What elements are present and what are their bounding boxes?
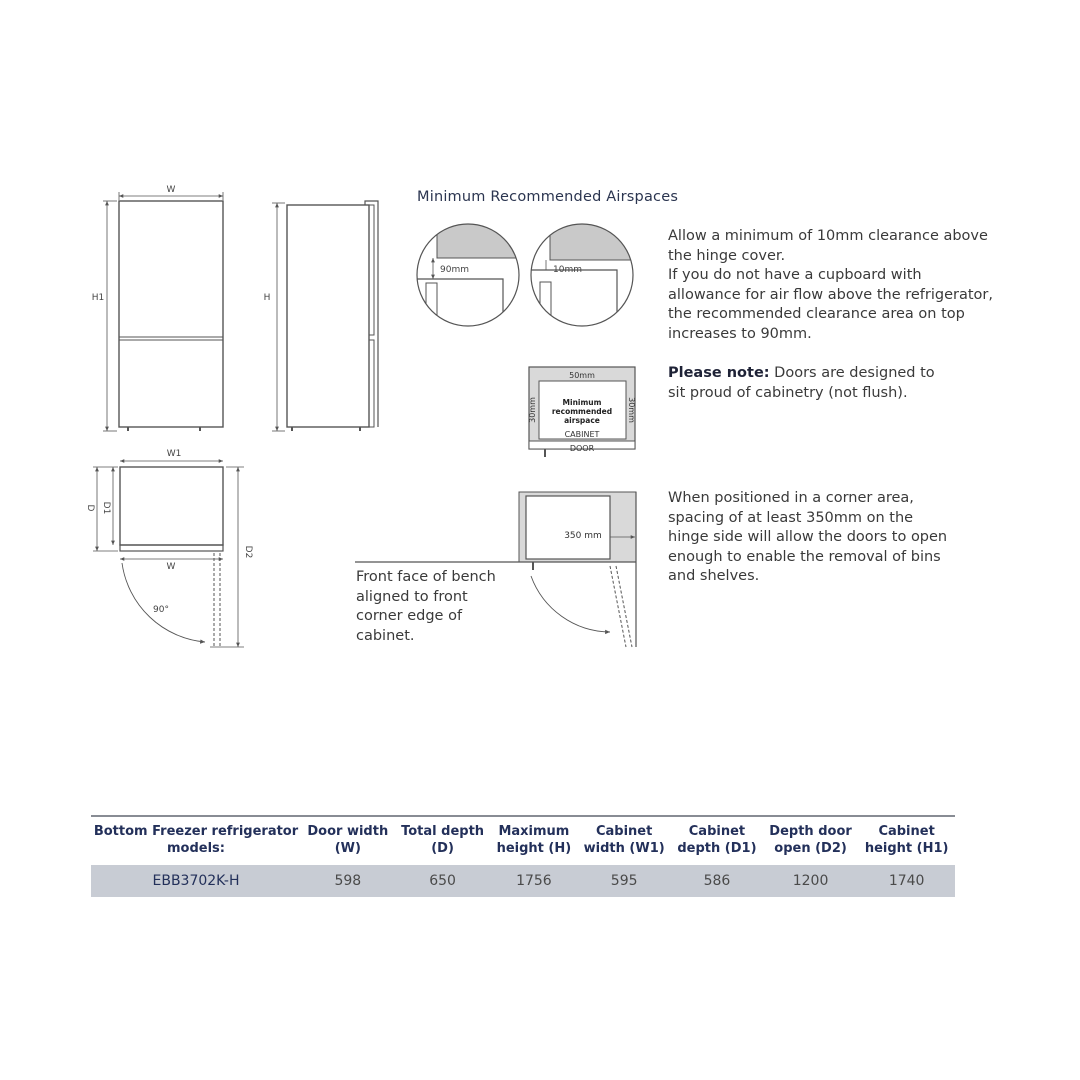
corner-line: enough to enable the removal of bins: [668, 548, 941, 565]
note-paragraph: [668, 364, 935, 403]
header-cabinet-height: Cabinet height (H1): [858, 816, 955, 865]
clearance-paragraph: [668, 227, 993, 344]
header-total-depth: Total depth (D): [395, 816, 491, 865]
clearance-line: allowance for air flow above the refrigerator,: [668, 286, 993, 303]
corner-paragraph: [668, 489, 947, 587]
corner-line: and shelves.: [668, 568, 760, 584]
note-line: sit proud of cabinetry (not flush).: [668, 384, 908, 401]
table-row: [91, 865, 955, 897]
label-d2: D2: [243, 545, 253, 559]
front-view-fridge: [103, 192, 223, 431]
bench-note-line: aligned to front: [356, 588, 468, 605]
header-depth-door-open: Depth door open (D2): [763, 816, 858, 865]
dimensions-table: [91, 815, 955, 897]
cabinet-right-30mm: 30mm: [627, 397, 636, 423]
cabinet-top-50mm: 50mm: [569, 371, 595, 380]
clearance-line: increases to 90mm.: [668, 325, 812, 342]
bench-note-line: corner edge of: [356, 608, 463, 624]
bench-note-line: Front face of bench: [356, 569, 496, 585]
label-d1: D1: [101, 501, 111, 515]
bench-note: [356, 568, 496, 646]
corner-line: When positioned in a corner area,: [668, 490, 914, 506]
corner-line: hinge side will allow the doors to open: [668, 529, 948, 545]
label-h1: H1: [91, 293, 105, 303]
table-header-row: [91, 816, 955, 865]
clearance-line: If you do not have a cupboard with: [668, 267, 922, 283]
clearance-line: Allow a minimum of 10mm clearance above: [668, 228, 988, 244]
cell-depth-door-open: 1200: [763, 865, 858, 897]
bench-note-line: cabinet.: [356, 627, 415, 644]
min-airspace-line-2: recommended: [551, 407, 613, 416]
cabinet-left-30mm: 30mm: [528, 397, 537, 423]
airspace-detail-10mm: [530, 220, 640, 330]
header-door-width: Door width (W): [301, 816, 395, 865]
header-cabinet-width: Cabinet width (W1): [577, 816, 671, 865]
corner-350mm-label: 350 mm: [564, 531, 602, 541]
header-max-height: Maximum height (H): [491, 816, 578, 865]
label-w-top: W: [166, 562, 176, 572]
label-h: H: [263, 293, 271, 303]
header-models: Bottom Freezer refrigerator models:: [91, 816, 301, 865]
airspace-10mm-label: 10mm: [553, 265, 582, 275]
label-w-front: W: [166, 185, 176, 195]
label-90-degrees: 90°: [153, 605, 169, 615]
cell-cabinet-width: 595: [577, 865, 671, 897]
cell-door-width: 598: [301, 865, 395, 897]
min-airspace-line-1: Minimum: [562, 398, 602, 407]
cell-cabinet-depth: 586: [671, 865, 763, 897]
corner-line: spacing of at least 350mm on the: [668, 509, 914, 526]
door-label: DOOR: [569, 444, 595, 453]
clearance-line: the hinge cover.: [668, 247, 786, 264]
note-label: Please note:: [668, 365, 770, 381]
header-cabinet-depth: Cabinet depth (D1): [671, 816, 763, 865]
label-d: D: [85, 504, 95, 512]
cell-cabinet-height: 1740: [858, 865, 955, 897]
cell-model: EBB3702K-H: [91, 865, 301, 897]
cabinet-label: CABINET: [564, 430, 600, 439]
label-w1: W1: [166, 449, 182, 459]
cell-max-height: 1756: [491, 865, 578, 897]
airspace-90mm-label: 90mm: [440, 265, 469, 275]
side-view-fridge: [272, 201, 378, 431]
airspaces-heading: Minimum Recommended Airspaces: [417, 189, 679, 205]
note-text: Doors are designed to: [769, 365, 935, 381]
airspace-detail-90mm: [417, 220, 527, 330]
note-line: [668, 364, 935, 384]
top-view-fridge: [93, 461, 244, 647]
clearance-line: the recommended clearance area on top: [668, 306, 965, 322]
min-airspace-line-3: airspace: [564, 416, 600, 425]
cell-total-depth: 650: [395, 865, 491, 897]
